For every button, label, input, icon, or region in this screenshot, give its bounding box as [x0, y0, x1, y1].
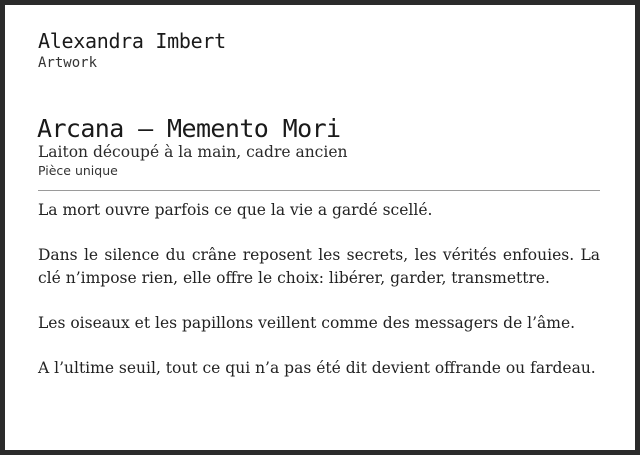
artwork-medium: Laiton découpé à la main, cadre ancien: [38, 143, 348, 161]
artwork-title: Arcana – Memento Mori: [37, 114, 341, 143]
divider: [38, 190, 600, 191]
description-paragraph: A l’ultime seuil, tout ce qui n’a pas été dit devient offrande ou fardeau.: [38, 358, 596, 377]
description-paragraph: Les oiseaux et les papillons veillent comme des messagers de l’âme.: [38, 313, 576, 332]
section-label: Artwork: [38, 55, 98, 71]
artwork-card: [5, 5, 635, 450]
artist-name: Alexandra Imbert: [38, 29, 226, 53]
artwork-edition: Pièce unique: [38, 163, 118, 178]
description-paragraph: Dans le silence du crâne reposent les secrets, les vérités enfouies. La clé n’impose rien, elle offre le choix: libérer, garder, transmettre.: [38, 246, 600, 287]
description-paragraph: La mort ouvre parfois ce que la vie a gardé scellé.: [38, 201, 433, 219]
artwork-description: [38, 199, 600, 402]
